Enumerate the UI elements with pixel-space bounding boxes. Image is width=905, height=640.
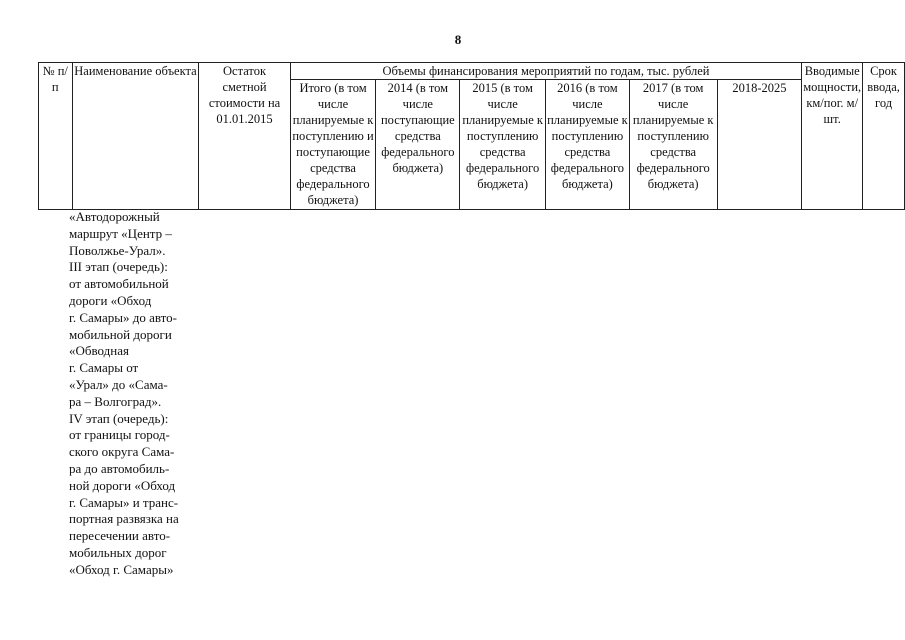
col-total-header: Итого (в том числе планируемые к поступлению и поступающие средства федерального бюджета) xyxy=(290,80,376,210)
object-name-line: г. Самары» и транс- xyxy=(69,494,179,510)
funding-table-header xyxy=(38,62,905,210)
col-name-header: Наименование объекта xyxy=(72,63,199,210)
object-name-line: мобильных дорог xyxy=(69,544,167,560)
col-balance-header: Остаток сметной стоимости на 01.01.2015 xyxy=(199,63,290,210)
object-name-line: ной дороги «Обход xyxy=(69,477,176,493)
object-name-line: от границы город- xyxy=(69,427,170,443)
object-name-line: портная развязка на xyxy=(69,511,179,527)
object-name-line: г. Самары от xyxy=(69,360,139,376)
object-name-line: г. Самары» до авто- xyxy=(69,309,177,325)
object-name-text xyxy=(69,209,197,579)
object-name-line: «Обход г. Самары» xyxy=(69,561,174,577)
col-2015-header: 2015 (в том числе планируемые к поступлению средства федерального бюджета) xyxy=(460,80,546,210)
page-number: 8 xyxy=(454,32,462,47)
object-name-line: «Урал» до «Сама- xyxy=(69,376,168,392)
object-name-line: Поволжье-Урал». xyxy=(69,242,166,258)
col-2014-header: 2014 (в том числе поступающие средства федерального бюджета) xyxy=(376,80,460,210)
col-number-header: № п/п xyxy=(39,63,73,210)
object-name-line: мобильной дороги xyxy=(69,326,172,342)
object-name-line: III этап (очередь): xyxy=(69,259,168,275)
object-name-line: ра до автомобиль- xyxy=(69,460,170,476)
object-name-line: пересечении авто- xyxy=(69,528,171,544)
col-funding-group-header: Объемы финансирования мероприятий по годам, тыс. рублей xyxy=(290,63,802,80)
object-name-line: ра – Волгоград». xyxy=(69,393,162,409)
object-name-line: IV этап (очередь): xyxy=(69,410,169,426)
col-2016-header: 2016 (в том числе планируемые к поступлению средства федерального бюджета) xyxy=(546,80,630,210)
col-2018-2025-header: 2018-2025 xyxy=(717,80,802,210)
col-capacity-header: Вводимые мощности, км/пог. м/шт. xyxy=(802,63,863,210)
object-name-line: «Обводная xyxy=(69,343,129,359)
object-name-line: маршрут «Центр – xyxy=(69,225,172,241)
object-name-line: дороги «Обход xyxy=(69,292,152,308)
object-name-line: ского округа Сама- xyxy=(69,444,175,460)
object-name-line: от автомобильной xyxy=(69,276,169,292)
object-name-line: «Автодорожный xyxy=(69,209,160,224)
col-commissioning-header: Срок ввода, год xyxy=(863,63,905,210)
col-2017-header: 2017 (в том числе планируемые к поступлению средства федерального бюджета) xyxy=(629,80,717,210)
